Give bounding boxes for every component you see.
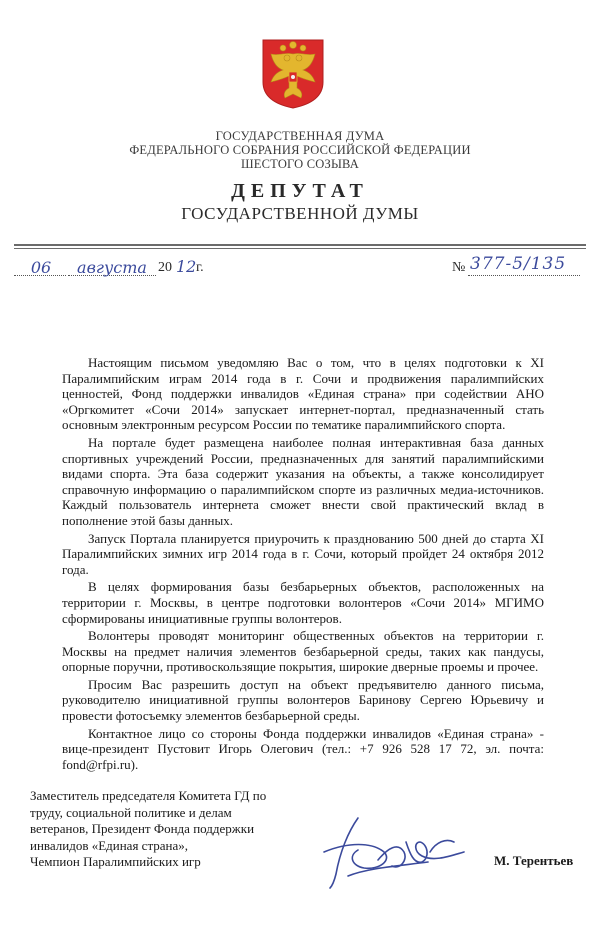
paragraph-2: На портале будет размещена наиболее полная интерактивная база данных спортивных учреждений России, предназначенных для занятий паралимпийскими видами спорта. Эта база содержит указания на объекты, а также консолидирует справочную информацию о паралимпийском спорте из различных медиа-источников. Каждый пользователь интернета сможет внести свой практический вклад в пополнение этой базы данных. (62, 434, 544, 528)
paragraph-1: Настоящим письмом уведомляю Вас о том, что в целях подготовки к XI Паралимпийским играм 2014 года в г. Сочи и продвижения паралимпийских ценностей, Фонд поддержки инвалидов «Единая страна» при содействии АНО «Оргкомитет «Сочи 2014» запускает интернет-портал, предназначенный стать основным электронным ресурсом России по тематике паралимпийского спорта. (62, 355, 544, 433)
date-year-suffix: 12 (176, 257, 197, 276)
letter-body (62, 355, 544, 774)
paragraph-5: Волонтеры проводят мониторинг общественных объектов на территории г. Москвы на предмет наличия элементов безбарьерной среды, таких как пандусы, опорные поручни, противоскользящие покрытия, широкие дверные проемы и прочее. (62, 628, 544, 675)
position-line-2: труду, социальной политике и делам (30, 804, 232, 820)
date-year-prefix: 20 (158, 260, 172, 275)
number-line (468, 275, 580, 276)
header-divider-thick (14, 244, 586, 246)
position-line-4: инвалидов «Единая страна», (30, 837, 189, 853)
position-line-1: Заместитель председателя Комитета ГД по (30, 788, 267, 803)
reference-number: 377-5/135 (470, 254, 567, 274)
paragraph-3: Запуск Портала планируется приурочить к празднованию 500 дней до старта XI Паралимпийских зимних игр 2014 года в г. Сочи, который пройдет 24 октября 2012 года. (62, 530, 544, 577)
paragraph-4: В целях формирования базы безбарьерных объектов, расположенных на территории г. Москвы, в центре подготовки волонтеров «Сочи 2014» МГИМО сформированы инициативные группы волонтеров. (62, 579, 544, 626)
date-month: августа (77, 258, 147, 277)
signatory-position (30, 788, 300, 871)
date-year-unit: г. (196, 260, 204, 275)
position-line-3: ветеранов, Президент Фонда поддержки (30, 821, 255, 836)
signatory-name: М. Терентьев (494, 853, 574, 868)
date-number-row (12, 256, 588, 284)
letterhead-title: ДЕПУТАТ (231, 180, 369, 202)
position-line-5: Чемпион Паралимпийских игр (30, 854, 201, 869)
org-line-2: ФЕДЕРАЛЬНОГО СОБРАНИЯ РОССИЙСКОЙ ФЕДЕРАЦИИ (129, 143, 471, 157)
handwritten-signature (318, 812, 488, 892)
header-divider-thin (14, 248, 586, 249)
paragraph-7: Контактное лицо со стороны Фонда поддержки инвалидов «Единая страна» - вице-президент Пустовит Игорь Олегович (тел.: +7 926 528 17 72, эл. почта: fond@rfpi.ru). (62, 725, 544, 772)
org-line-1: ГОСУДАРСТВЕННАЯ ДУМА (215, 129, 385, 143)
number-label: № (452, 260, 466, 275)
date-day: 06 (30, 258, 52, 277)
coat-of-arms-emblem (261, 38, 325, 110)
paragraph-6: Просим Вас разрешить доступ на объект предъявителю данного письма, руководителю инициативной группы волонтеров Баринову Сергею Юрьевичу и провести фотосъемку элементов безбарьерной среды. (62, 676, 544, 724)
org-line-3: ШЕСТОГО СОЗЫВА (240, 157, 360, 171)
org-header (0, 129, 600, 171)
letterhead-subtitle: ГОСУДАРСТВЕННОЙ ДУМЫ (181, 204, 419, 223)
